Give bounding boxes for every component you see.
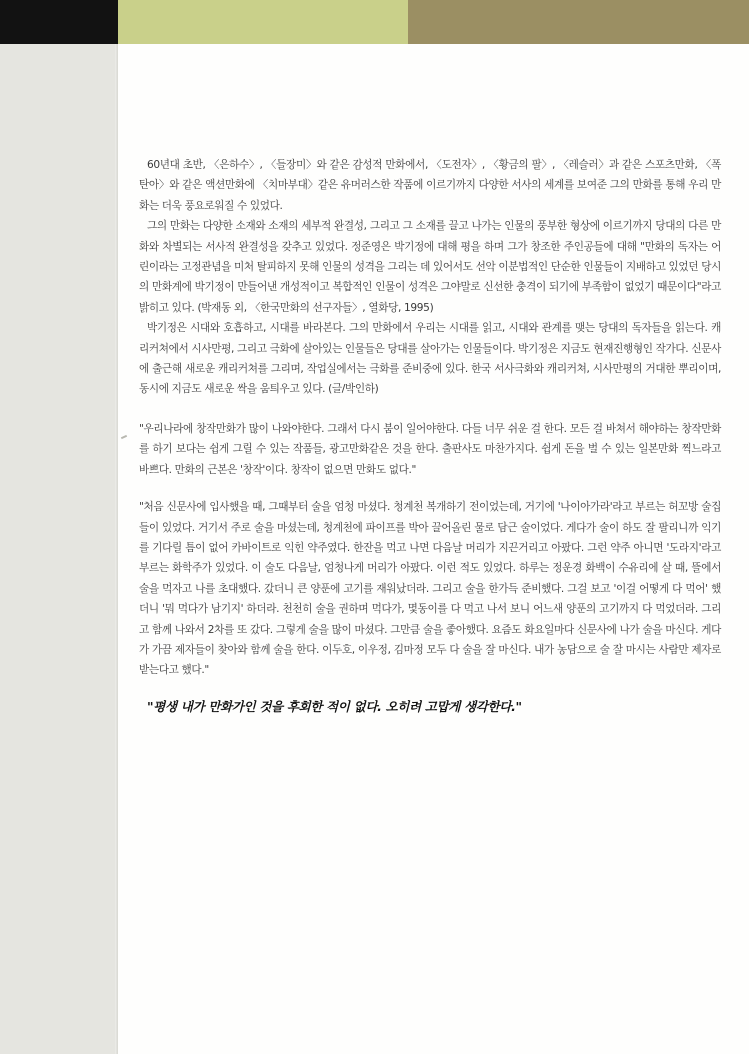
quote-drinking-story: "처음 신문사에 입사했을 때, 그때부터 술을 엄청 마셨다. 청계천 복개하기 전이었는데, 거기에 '나이아가라'라고 부르는 허꼬방 술집들이 있었다. 거기서 주로 술을 마셨는데, 청계천에 파이프를 박아 끌어올린 물로 담근 술이었다. 게다가 술이 하도 잘 팔리니까 익기를 기다릴 틈이 없어 카바이트로 익힌 약주였다. 한잔을 먹고 나면 다음날 머리가 지끈거리고 아팠다. 그런 약주 아니면 '도라지'라고 부르는 화학주가 있었다. 이 술도 다음날, 엄청나게 머리가 아팠다. 이런 적도 있었다. 하루는 정운경 화백이 수유리에 살 때, 뜰에서 술을 먹자고 나를 초대했다. 갔더니 큰 양푼에 고기를 재워났더라. 그리고 술을 한가득 준비했다. 그걸 보고 '이걸 어떻게 다 먹어' 했더니 '뭐 먹다가 남기지' 하더라. 천천히 술을 권하며 먹다가, 몇동이를 다 먹고 나서 보니 어느새 양푼의 고기까지 다 먹었더라. 그리고 함께 나와서 2차를 또 갔다. 그렇게 술을 많이 마셨다. 그만큼 술을 좋아했다. 요즘도 화요일마다 신문사에 나가 술을 마신다. 게다가 가끔 제자들이 찾아와 함께 술을 한다. 이두호, 이우정, 김마정 모두 다 술을 잘 마신다. 내가 농담으로 술 잘 마시는 사람만 제자로 받는다고 했다." xyxy=(139,501,721,677)
closing-emphasis-quote: "평생 내가 만화가인 것을 후회한 적이 없다. 오히려 고맙게 생각한다." xyxy=(147,698,522,714)
quote-creative-manhwa: "우리나라에 창작만화가 많이 나와야한다. 그래서 다시 붐이 일어야한다. 다들 너무 쉬운 걸 한다. 모든 걸 바쳐서 해야하는 창작만화를 하기 보다는 쉽게 그릴 수 있는 작품들, 광고만화같은 것을 한다. 출판사도 마찬가지다. 쉽게 돈을 벌 수 있는 일본만화 찍느라고 바쁘다. 만화의 근본은 '창작'이다. 창작이 없으면 만화도 없다." xyxy=(139,422,721,476)
top-color-bar xyxy=(0,0,749,44)
article-body xyxy=(139,155,721,717)
left-page-margin xyxy=(0,44,118,1054)
top-band-green xyxy=(118,0,408,44)
paragraph-critique: 그의 만화는 다양한 소재와 소재의 세부적 완결성, 그리고 그 소재를 끌고 나가는 인물의 풍부한 형상에 이르기까지 당대의 다른 만화와 차별되는 서사적 완결성을 갖추고 있었다. 정준영은 박기정에 대해 평을 하며 그가 창조한 주인공들에 대해 "만화의 독자는 어린이라는 고정관념을 미처 탈피하지 못해 인물의 성격을 그리는 데 있어서도 선악 이분법적인 단순한 인물들이 지배하고 있었던 당시의 만화계에 박기정이 만들어낸 개성적이고 복합적인 인물이 성격은 그야말로 신선한 충격이 되기에 부족함이 없었기 때문이다"라고 밝히고 있다. (박재동 외, 〈한국만화의 선구자들〉, 열화당, 1995) xyxy=(139,220,721,314)
paragraph-intro: 60년대 초반, 〈은하수〉, 〈들장미〉와 같은 감성적 만화에서, 〈도전자〉, 〈황금의 팔〉, 〈레슬러〉과 같은 스포츠만화, 〈폭탄아〉와 같은 액션만화에 〈치마부대〉같은 유머러스한 작품에 이르기까지 다양한 서사의 세계를 보여준 그의 만화를 통해 우리 만화는 더욱 풍요로워질 수 있었다. xyxy=(139,159,721,212)
top-band-olive xyxy=(408,0,749,44)
paragraph-era: 박기정은 시대와 호흡하고, 시대를 바라본다. 그의 만화에서 우리는 시대를 읽고, 시대와 관계를 맺는 당대의 독자들을 읽는다. 캐리커쳐에서 시사만평, 그리고 극화에 살아있는 인물들은 당대를 살아가는 인물들이다. 박기정은 지금도 현재진행형인 작가다. 신문사에 출근해 새로운 캐리커쳐를 그리며, 작업실에서는 극화를 준비중에 있다. 한국 서사극화와 캐리커쳐, 시사만평의 거대한 뿌리이며, 동시에 지금도 새로운 싹을 움틔우고 있다. (글/박인하) xyxy=(139,322,721,396)
top-band-black xyxy=(0,0,118,44)
